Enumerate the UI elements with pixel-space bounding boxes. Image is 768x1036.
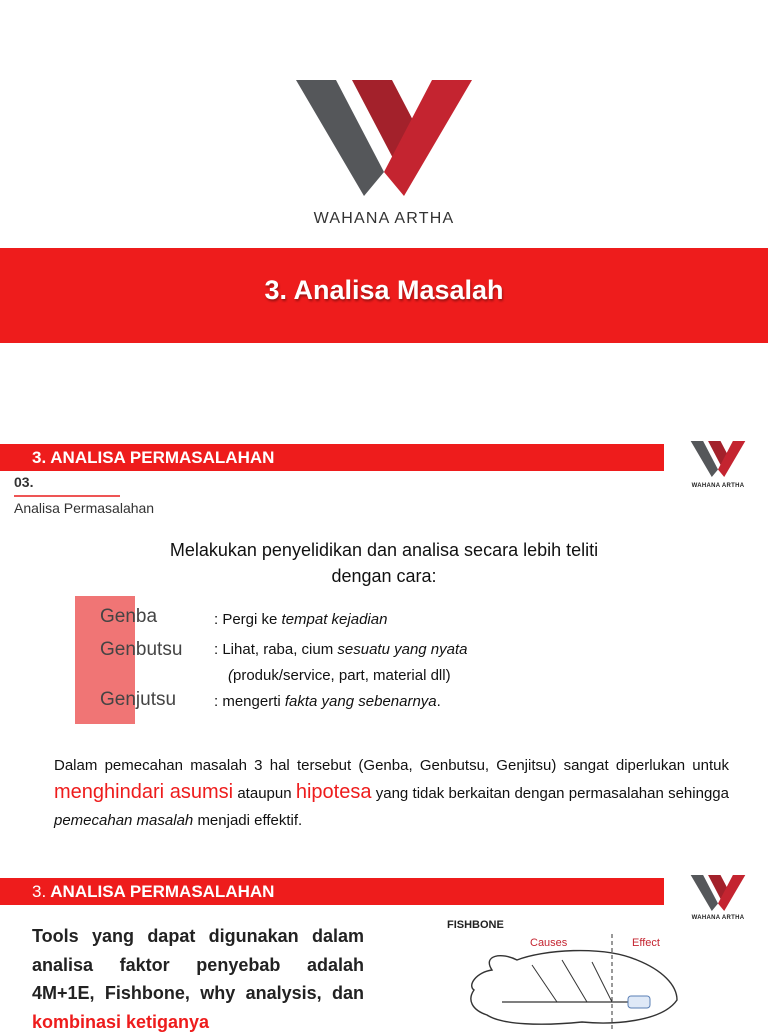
- section-title-2: 3. ANALISA PERMASALAHAN: [32, 882, 275, 901]
- term-genbutsu-desc: : Lihat, raba, cium sesuatu yang nyata: [214, 641, 468, 658]
- intro-line-2: dengan cara:: [331, 566, 437, 586]
- explanation-paragraph: Dalam pemecahan masalah 3 hal tersebut (Genba, Genbutsu, Genjitsu) sangat diperlukan untuk menghindari asumsi ataupun hipotesa yang tidak berkaitan dengan permasalahan sehingga pemecahan masalah menjadi effektif.: [54, 757, 729, 829]
- intro-text: [90, 537, 678, 589]
- section-header-bar-2: [0, 878, 664, 905]
- tools-paragraph: Tools yang dapat digunakan dalam analisa faktor penyebab adalah 4M+1E, Fishbone, why analysis, dan kombinasi ketiganya: [32, 926, 364, 1032]
- causes-label: Causes: [530, 937, 568, 949]
- small-logo-name: WAHANA ARTHA: [691, 483, 745, 489]
- term-genba-desc: : Pergi ke tempat kejadian: [214, 611, 388, 628]
- term-genba: Genba: [100, 606, 158, 627]
- intro-line-1: Melakukan penyelidikan dan analisa secara lebih teliti: [169, 540, 599, 560]
- effect-label: Effect: [632, 937, 660, 949]
- wahana-artha-small-logo: [688, 441, 748, 477]
- small-logo-name-2: WAHANA ARTHA: [691, 915, 745, 921]
- term-genjutsu: Genjutsu: [100, 689, 177, 710]
- highlight-asumsi: menghindari asumsi: [54, 781, 234, 803]
- highlight-kombinasi: kombinasi ketiganya: [32, 1011, 210, 1032]
- term-genjutsu-desc: : mengerti fakta yang sebenarnya.: [214, 693, 441, 710]
- slide-title: 3. Analisa Masalah: [264, 275, 504, 305]
- section-underline: [14, 495, 120, 497]
- section-header-bar: [0, 444, 664, 471]
- term-genbutsu: Genbutsu: [100, 639, 183, 660]
- section-title: 3. ANALISA PERMASALAHAN: [32, 448, 275, 467]
- section-subtitle: Analisa Permasalahan: [14, 500, 155, 516]
- wahana-artha-logo: [296, 80, 472, 196]
- section-number: 03.: [14, 474, 34, 490]
- term-genbutsu-desc-line2: (produk/service, part, material dll): [228, 667, 451, 684]
- fishbone-diagram: [462, 930, 702, 1030]
- highlight-hipotesa: hipotesa: [295, 781, 372, 803]
- fishbone-label: FISHBONE: [447, 919, 504, 931]
- brand-name: WAHANA ARTHA: [313, 210, 455, 227]
- wahana-artha-small-logo-2: [688, 875, 748, 911]
